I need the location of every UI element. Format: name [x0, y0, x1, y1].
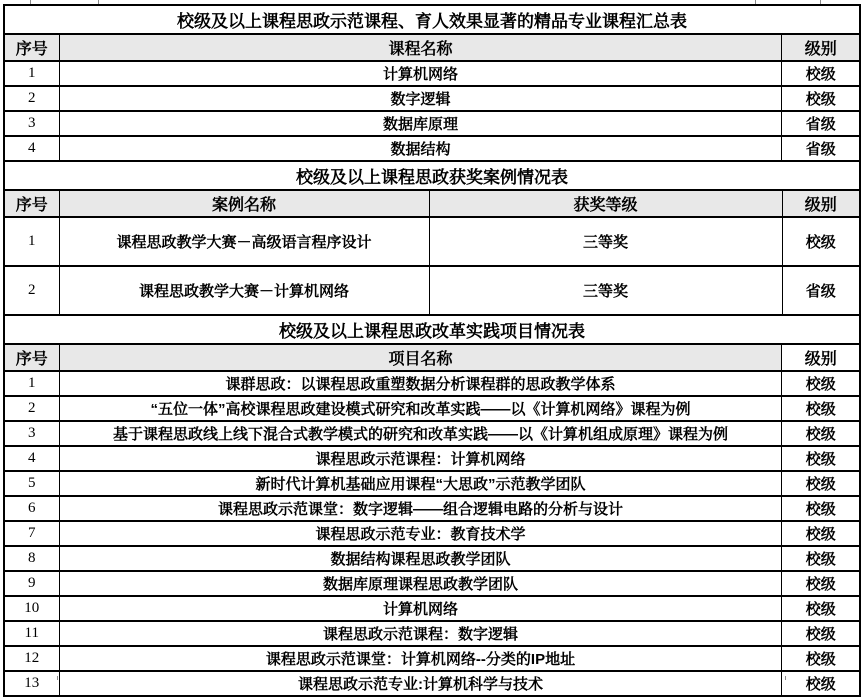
name-cell: 数据库原理课程思政教学团队 [59, 571, 782, 596]
table-row [4, 596, 860, 621]
level-cell: 省级 [782, 266, 860, 315]
table-row [4, 266, 860, 315]
table-row [4, 421, 860, 446]
name-cell: 数据结构课程思政教学团队 [59, 546, 782, 571]
table-row [4, 61, 860, 86]
table-row [4, 217, 860, 266]
row-number-cell: 5 [4, 471, 59, 496]
row-number-cell: 8 [4, 546, 59, 571]
level-cell: 校级 [782, 671, 860, 696]
level-cell: 校级 [782, 421, 860, 446]
table-row [4, 396, 860, 421]
table-body [4, 371, 860, 696]
level-cell: 校级 [782, 446, 860, 471]
table-row [4, 646, 860, 671]
column-header: 级别 [782, 34, 860, 61]
demo-courses-summary-table [3, 4, 861, 162]
name-cell: 课程思政教学大赛－计算机网络 [59, 266, 429, 315]
table-title-row [4, 161, 860, 190]
table-row [4, 571, 860, 596]
level-cell: 校级 [782, 396, 860, 421]
level-cell: 校级 [782, 521, 860, 546]
award-cases-table [3, 160, 861, 316]
table-row [4, 496, 860, 521]
row-number-cell: 1 [4, 371, 59, 396]
row-number-cell: 3 [4, 111, 59, 136]
name-cell: 数字逻辑 [59, 86, 782, 111]
table-title: 校级及以上课程思政示范课程、育人效果显著的精品专业课程汇总表 [4, 5, 860, 34]
row-number-cell: 13 [4, 671, 59, 696]
level-cell: 校级 [782, 471, 860, 496]
row-number-cell: 2 [4, 86, 59, 111]
name-cell: 课程思政示范课程：计算机网络 [59, 446, 782, 471]
table-row [4, 621, 860, 646]
level-cell: 校级 [782, 546, 860, 571]
table-row [4, 371, 860, 396]
reform-projects-table [3, 314, 861, 697]
name-cell: 计算机网络 [59, 61, 782, 86]
name-cell: 课程思政示范课堂：计算机网络--分类的IP地址 [59, 646, 782, 671]
name-cell: 三等奖 [429, 217, 782, 266]
table-row [4, 86, 860, 111]
table-header-row [4, 344, 860, 371]
table-title: 校级及以上课程思政获奖案例情况表 [4, 161, 860, 190]
row-number-cell: 11 [4, 621, 59, 646]
level-cell: 校级 [782, 571, 860, 596]
column-header: 获奖等级 [429, 190, 782, 217]
table-row [4, 521, 860, 546]
table-body [4, 217, 860, 315]
level-cell: 校级 [782, 86, 860, 111]
row-number-cell: 2 [4, 396, 59, 421]
table-row [4, 111, 860, 136]
name-cell: 新时代计算机基础应用课程“大思政”示范教学团队 [59, 471, 782, 496]
row-number-cell: 10 [4, 596, 59, 621]
row-number-cell: 1 [4, 217, 59, 266]
level-cell: 校级 [782, 646, 860, 671]
level-cell: 省级 [782, 136, 860, 161]
table-row [4, 446, 860, 471]
table-title-row [4, 5, 860, 34]
column-header: 序号 [4, 344, 59, 371]
column-header: 级别 [782, 190, 860, 217]
name-cell: 课程思政示范课堂：数字逻辑——组合逻辑电路的分析与设计 [59, 496, 782, 521]
table-body [4, 61, 860, 161]
table-title-row [4, 315, 860, 344]
name-cell: 数据结构 [59, 136, 782, 161]
name-cell: “五位一体”高校课程思政建设模式研究和改革实践——以《计算机网络》课程为例 [59, 396, 782, 421]
row-number-cell: 4 [4, 446, 59, 471]
level-cell: 省级 [782, 111, 860, 136]
column-header: 课程名称 [59, 34, 782, 61]
name-cell: 课程思政示范专业:计算机科学与技术 [59, 671, 782, 696]
level-cell: 校级 [782, 61, 860, 86]
table-row [4, 671, 860, 696]
level-cell: 校级 [782, 496, 860, 521]
name-cell: 课程思政示范专业：教育技术学 [59, 521, 782, 546]
name-cell: 课群思政：以课程思政重塑数据分析课程群的思政教学体系 [59, 371, 782, 396]
row-number-cell: 12 [4, 646, 59, 671]
column-header: 序号 [4, 34, 59, 61]
column-header: 序号 [4, 190, 59, 217]
name-cell: 数据库原理 [59, 111, 782, 136]
row-number-cell: 4 [4, 136, 59, 161]
row-number-cell: 1 [4, 61, 59, 86]
level-cell: 校级 [782, 217, 860, 266]
column-header: 案例名称 [59, 190, 429, 217]
level-cell: 校级 [782, 371, 860, 396]
name-cell: 课程思政教学大赛－高级语言程序设计 [59, 217, 429, 266]
row-number-cell: 2 [4, 266, 59, 315]
row-number-cell: 7 [4, 521, 59, 546]
table-header-row [4, 190, 860, 217]
column-header: 项目名称 [59, 344, 782, 371]
row-number-cell: 3 [4, 421, 59, 446]
tables-container [3, 4, 861, 697]
row-number-cell: 6 [4, 496, 59, 521]
table-title: 校级及以上课程思政改革实践项目情况表 [4, 315, 860, 344]
table-row [4, 136, 860, 161]
name-cell: 三等奖 [429, 266, 782, 315]
row-number-cell: 9 [4, 571, 59, 596]
level-cell: 校级 [782, 621, 860, 646]
table-row [4, 471, 860, 496]
name-cell: 课程思政示范课程：数字逻辑 [59, 621, 782, 646]
level-cell: 校级 [782, 596, 860, 621]
table-row [4, 546, 860, 571]
column-header: 级别 [782, 344, 860, 371]
name-cell: 计算机网络 [59, 596, 782, 621]
name-cell: 基于课程思政线上线下混合式教学模式的研究和改革实践——以《计算机组成原理》课程为例 [59, 421, 782, 446]
table-header-row [4, 34, 860, 61]
